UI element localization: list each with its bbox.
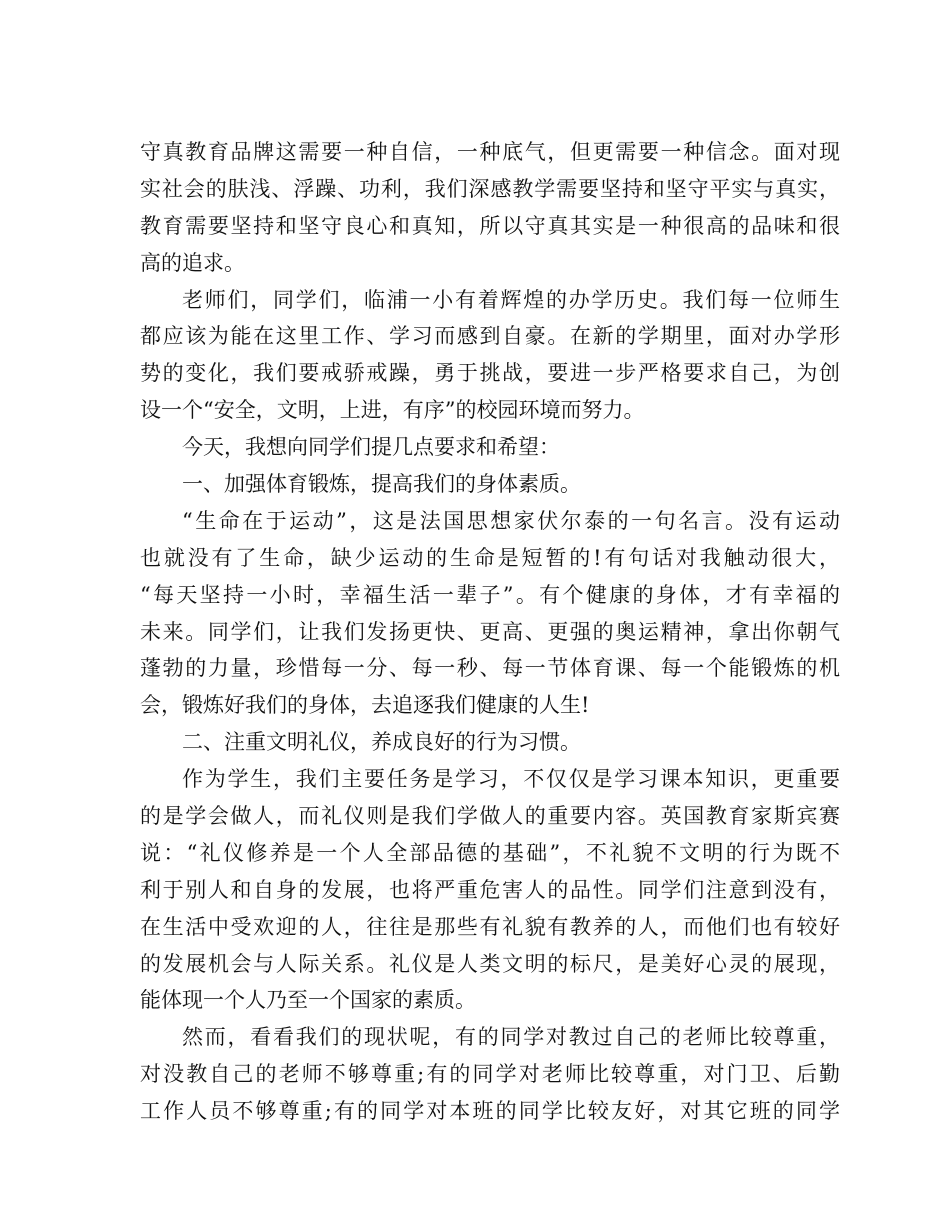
- section-heading: 一、加强体育锻炼，提高我们的身体素质。: [182, 472, 581, 497]
- paragraph-first-line: 然而，看看我们的现状呢，有的同学对教过自己的老师比较尊重，: [182, 1025, 840, 1050]
- paragraph-first-line: 老师们，同学们，临浦一小有着辉煌的办学历史。我们每一位师生: [182, 287, 840, 312]
- text-line: “每天坚持一小时，幸福生活一辈子”。有个健康的身体，才有幸福的: [140, 582, 840, 607]
- text-line: 工作人员不够尊重;有的同学对本班的同学比较友好，对其它班的同学: [140, 1099, 840, 1124]
- text-line: 的发展机会与人际关系。礼仪是人类文明的标尺，是美好心灵的展现，: [140, 951, 840, 976]
- text-line: 说：“礼仪修养是一个人全部品德的基础”，不礼貌不文明的行为既不: [140, 840, 840, 865]
- text-line: 守真教育品牌这需要一种自信，一种底气，但更需要一种信念。面对现: [140, 140, 840, 164]
- paragraph-first-line: 作为学生，我们主要任务是学习，不仅仅是学习课本知识，更重要: [182, 767, 840, 792]
- paragraph-first-line: 今天，我想向同学们提几点要求和希望：: [182, 435, 560, 460]
- text-line: 在生活中受欢迎的人，往往是那些有礼貌有教养的人，而他们也有较好: [140, 914, 840, 939]
- text-line: 高的追求。: [140, 250, 245, 275]
- paragraph-first-line: “生命在于运动”，这是法国思想家伏尔泰的一句名言。没有运动: [182, 508, 840, 533]
- text-line: 实社会的肤浅、浮躁、功利，我们深感教学需要坚持和坚守平实与真实，: [140, 176, 840, 201]
- text-line: 利于别人和自身的发展，也将严重危害人的品性。同学们注意到没有，: [140, 877, 840, 902]
- text-line: 能体现一个人乃至一个国家的素质。: [140, 988, 476, 1013]
- text-line: 教育需要坚持和坚守良心和真知，所以守真其实是一种很高的品味和很: [140, 213, 840, 238]
- text-line: 对没教自己的老师不够尊重;有的同学对老师比较尊重，对门卫、后勤: [140, 1062, 840, 1087]
- text-line: 都应该为能在这里工作、学习而感到自豪。在新的学期里，面对办学形: [140, 324, 840, 349]
- section-heading: 二、注重文明礼仪，养成良好的行为习惯。: [182, 730, 581, 755]
- text-line: 的是学会做人，而礼仪则是我们学做人的重要内容。英国教育家斯宾赛: [140, 804, 840, 829]
- text-line: 蓬勃的力量，珍惜每一分、每一秒、每一节体育课、每一个能锻炼的机: [140, 656, 840, 681]
- document-body: [140, 134, 840, 1130]
- text-line: 设一个“安全，文明，上进，有序”的校园环境而努力。: [140, 398, 645, 423]
- text-line: 未来。同学们，让我们发扬更快、更高、更强的奥运精神，拿出你朝气: [140, 619, 840, 644]
- text-line: 会，锻炼好我们的身体，去追逐我们健康的人生!: [140, 693, 590, 718]
- text-line: 也就没有了生命，缺少运动的生命是短暂的!有句话对我触动很大，: [140, 545, 840, 570]
- text-line: 势的变化，我们要戒骄戒躁，勇于挑战，要进一步严格要求自己，为创: [140, 361, 840, 386]
